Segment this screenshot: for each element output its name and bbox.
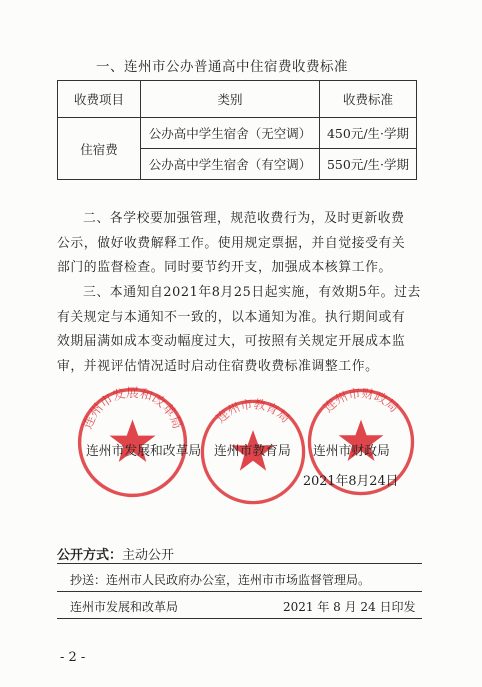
paragraph-line: 二、各学校要加强管理，规范收费行为，及时更新收费	[83, 211, 405, 226]
publication-method	[57, 544, 174, 563]
paragraph-line: 审，并视评估情况适时启动住宿费收费标准调整工作。	[57, 358, 379, 374]
cc-line: 抄送：连州市人民政府办公室，连州市市场监督管理局。	[70, 573, 371, 587]
paragraph-line: 有关规定与本通知不一致的，以本通知为准。执行期间或有	[57, 309, 406, 325]
header-fee-item: 收费项目	[58, 81, 141, 118]
signature-education-bureau: 连州市教育局	[214, 444, 291, 459]
table-row	[58, 118, 417, 149]
seal-text: 连州市财政局	[320, 386, 402, 416]
seal-text: 连州市发展和改革局	[79, 385, 186, 431]
fee-cell: 450元/生·学期	[320, 118, 417, 149]
section-1-heading: 一、连州市公办普通高中住宿费收费标准	[96, 59, 348, 75]
section-3-paragraph	[57, 281, 425, 379]
paragraph-line: 部门的监督检查。同时要节约开支，加强成本核算工作。	[57, 260, 392, 275]
divider-middle	[57, 591, 422, 592]
paragraph-line: 效期届满如成本变动幅度过大，可按照有关规定开展成本监	[57, 334, 406, 349]
fee-table	[57, 80, 417, 180]
header-category: 类别	[141, 81, 320, 118]
signature-finance-bureau: 连州市财政局	[313, 444, 390, 459]
category-cell: 公办高中学生宿舍（无空调）	[141, 118, 320, 149]
issue-date: 2021 年 8 月 24 日印发	[283, 600, 416, 614]
table-header-row	[58, 81, 417, 118]
issuing-office: 连州市发展和改革局	[70, 600, 179, 614]
publication-value: 主动公开	[122, 548, 175, 563]
page-number: - 2 -	[60, 650, 86, 665]
divider-bottom	[57, 618, 422, 619]
divider-top	[57, 563, 422, 564]
fee-item-cell: 住宿费	[58, 118, 141, 180]
header-fee-standard: 收费标准	[320, 81, 417, 118]
paragraph-line: 公示，做好收费解释工作。使用规定票据，并自觉接受有关	[57, 235, 406, 251]
sign-date: 2021年8月24日	[303, 474, 399, 489]
publication-label: 公开方式：	[57, 548, 123, 563]
paragraph-line: 三、本通知自2021年8月25日起实施，有效期5年。过去	[83, 285, 421, 300]
fee-cell: 550元/生·学期	[320, 149, 417, 180]
signature-development-reform-bureau: 连州市发展和改革局	[86, 444, 202, 459]
category-cell: 公办高中学生宿舍（有空调）	[141, 149, 320, 180]
section-2-paragraph	[57, 207, 425, 281]
seal-text: 连州市教育局	[213, 397, 293, 426]
